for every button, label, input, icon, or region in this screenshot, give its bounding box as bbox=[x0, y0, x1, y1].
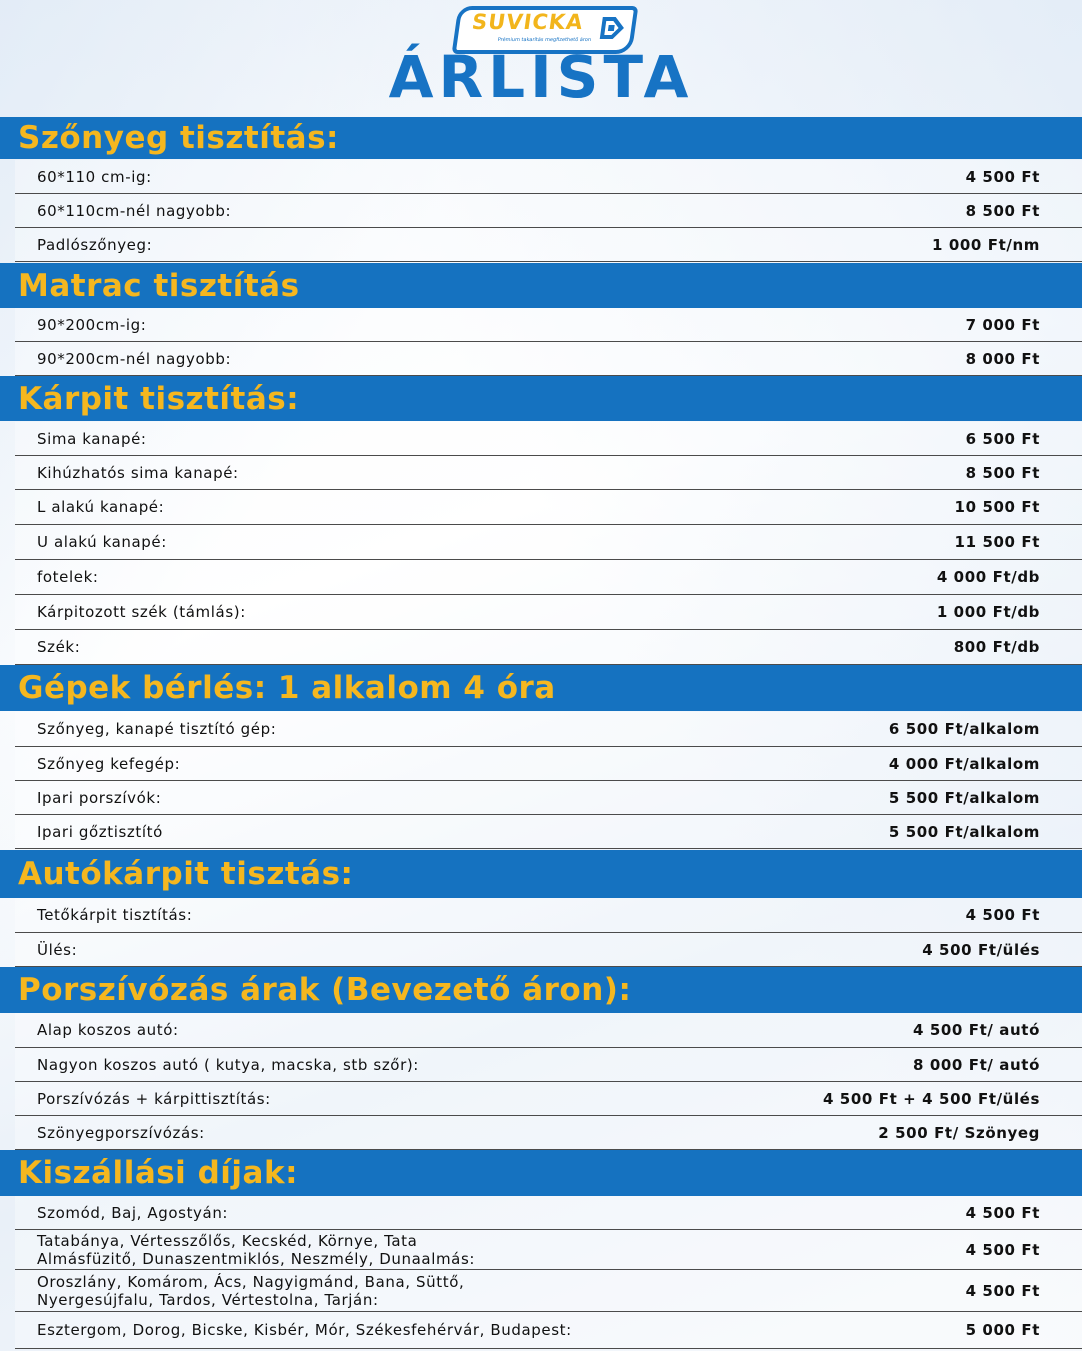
item-price: 8 000 Ft/ autó bbox=[913, 1055, 1040, 1074]
page-title: ÁRLISTA bbox=[388, 43, 694, 111]
item-label: Nagyon koszos autó ( kutya, macska, stb szőr): bbox=[37, 1055, 419, 1074]
item-label: Ülés: bbox=[37, 940, 78, 959]
item-price: 7 000 Ft bbox=[965, 315, 1040, 334]
section-header-delivery-fees: Kiszállási díjak: bbox=[0, 1150, 1082, 1196]
price-row bbox=[15, 898, 1082, 933]
price-row bbox=[15, 1048, 1082, 1082]
item-price: 8 500 Ft bbox=[965, 201, 1040, 220]
item-label: 90*200cm-ig: bbox=[37, 315, 147, 334]
item-price: 11 500 Ft bbox=[954, 533, 1040, 551]
item-label: Szőnyeg kefegép: bbox=[37, 754, 181, 773]
item-price: 8 000 Ft bbox=[965, 349, 1040, 368]
item-price: 800 Ft/db bbox=[953, 638, 1040, 656]
item-label-line1: Tatabánya, Vértesszőlős, Kecskéd, Környe, Tata bbox=[37, 1231, 418, 1250]
section-header-mattress: Matrac tisztítás bbox=[0, 263, 1082, 308]
price-row bbox=[15, 1196, 1082, 1230]
price-row bbox=[15, 712, 1082, 747]
item-label: 60*110 cm-ig: bbox=[37, 167, 152, 186]
price-row bbox=[15, 342, 1082, 376]
price-row bbox=[15, 1013, 1082, 1048]
section-header-carpet: Szőnyeg tisztítás: bbox=[0, 117, 1082, 159]
price-row bbox=[15, 228, 1082, 262]
item-label: Kárpitozott szék (támlás): bbox=[37, 603, 246, 621]
item-label: L alakú kanapé: bbox=[37, 498, 165, 516]
item-label: U alakú kanapé: bbox=[37, 533, 167, 551]
item-price: 4 500 Ft bbox=[965, 1240, 1040, 1259]
price-row bbox=[15, 422, 1082, 456]
item-price: 4 500 Ft/ülés bbox=[922, 940, 1040, 959]
cleaning-machine-icon bbox=[597, 15, 627, 41]
item-label: 60*110cm-nél nagyobb: bbox=[37, 201, 232, 220]
price-row bbox=[15, 1116, 1082, 1150]
item-price: 6 500 Ft/alkalom bbox=[888, 720, 1040, 738]
price-row bbox=[15, 456, 1082, 490]
item-label: Szőnyeg, kanapé tisztító gép: bbox=[37, 720, 277, 738]
item-label-line1: Oroszlány, Komárom, Ács, Nagyigmánd, Bana, Süttő, bbox=[37, 1272, 465, 1291]
section-header-machine-rental: Gépek bérlés: 1 alkalom 4 óra bbox=[0, 665, 1082, 711]
price-row bbox=[15, 815, 1082, 849]
item-label: Ipari gőztisztító bbox=[37, 822, 163, 841]
price-row bbox=[15, 560, 1082, 595]
item-price: 4 500 Ft bbox=[965, 1203, 1040, 1222]
item-label: Tetőkárpit tisztítás: bbox=[37, 906, 193, 924]
price-row bbox=[15, 1270, 1082, 1312]
item-price: 4 500 Ft bbox=[965, 1281, 1040, 1300]
item-price: 4 500 Ft bbox=[965, 167, 1040, 186]
price-row bbox=[15, 160, 1082, 194]
item-price: 4 500 Ft + 4 500 Ft/ülés bbox=[822, 1089, 1040, 1108]
item-label: Esztergom, Dorog, Bicske, Kisbér, Mór, Székesfehérvár, Budapest: bbox=[37, 1321, 572, 1339]
item-price: 4 000 Ft/db bbox=[936, 568, 1040, 586]
item-price: 4 500 Ft/ autó bbox=[913, 1021, 1040, 1039]
item-label-line2: Nyergesújfalu, Tardos, Vértestolna, Tarján: bbox=[37, 1290, 379, 1309]
price-row bbox=[15, 1230, 1082, 1270]
item-price: 5 000 Ft bbox=[965, 1321, 1040, 1339]
price-row bbox=[15, 1312, 1082, 1349]
price-row bbox=[15, 933, 1082, 967]
item-label bbox=[37, 1273, 464, 1309]
item-label: fotelek: bbox=[37, 568, 99, 586]
item-label: Padlószőnyeg: bbox=[37, 235, 153, 254]
item-price: 10 500 Ft bbox=[954, 498, 1040, 516]
item-label: Szönyegporszívózás: bbox=[37, 1123, 205, 1142]
item-price: 6 500 Ft bbox=[965, 429, 1040, 448]
price-row bbox=[15, 630, 1082, 665]
page-header bbox=[0, 0, 1082, 118]
item-label-line2: Almásfüzitő, Dunaszentmiklós, Neszmély, Dunaalmás: bbox=[37, 1249, 476, 1268]
item-label: Szék: bbox=[37, 638, 81, 656]
price-row bbox=[15, 525, 1082, 560]
item-label bbox=[37, 1232, 475, 1268]
item-price: 1 000 Ft/db bbox=[936, 603, 1040, 621]
price-row bbox=[15, 595, 1082, 630]
section-header-vacuuming: Porszívózás árak (Bevezető áron): bbox=[0, 967, 1082, 1013]
price-row bbox=[15, 490, 1082, 525]
price-row bbox=[15, 1082, 1082, 1116]
item-label: Sima kanapé: bbox=[37, 429, 147, 448]
price-row bbox=[15, 194, 1082, 228]
item-label: Porszívózás + kárpittisztítás: bbox=[37, 1089, 271, 1108]
section-header-car-upholstery: Autókárpit tisztás: bbox=[0, 850, 1082, 898]
section-header-upholstery: Kárpit tisztítás: bbox=[0, 376, 1082, 421]
logo-tagline: Prémium takarítás megfizethető áron bbox=[497, 37, 592, 43]
item-price: 8 500 Ft bbox=[965, 463, 1040, 482]
item-price: 5 500 Ft/alkalom bbox=[888, 822, 1040, 841]
item-price: 4 500 Ft bbox=[965, 906, 1040, 924]
price-row bbox=[15, 781, 1082, 815]
logo-text: SUVICKA bbox=[470, 10, 585, 34]
item-label: 90*200cm-nél nagyobb: bbox=[37, 349, 232, 368]
item-label: Alap koszos autó: bbox=[37, 1021, 179, 1039]
item-price: 5 500 Ft/alkalom bbox=[888, 788, 1040, 807]
item-price: 1 000 Ft/nm bbox=[932, 235, 1040, 254]
item-label: Szomód, Baj, Agostyán: bbox=[37, 1203, 229, 1222]
price-row bbox=[15, 747, 1082, 781]
item-price: 4 000 Ft/alkalom bbox=[888, 754, 1040, 773]
item-price: 2 500 Ft/ Szönyeg bbox=[878, 1123, 1040, 1142]
item-label: Kihúzhatós sima kanapé: bbox=[37, 463, 239, 482]
item-label: Ipari porszívók: bbox=[37, 788, 162, 807]
price-row bbox=[15, 308, 1082, 342]
